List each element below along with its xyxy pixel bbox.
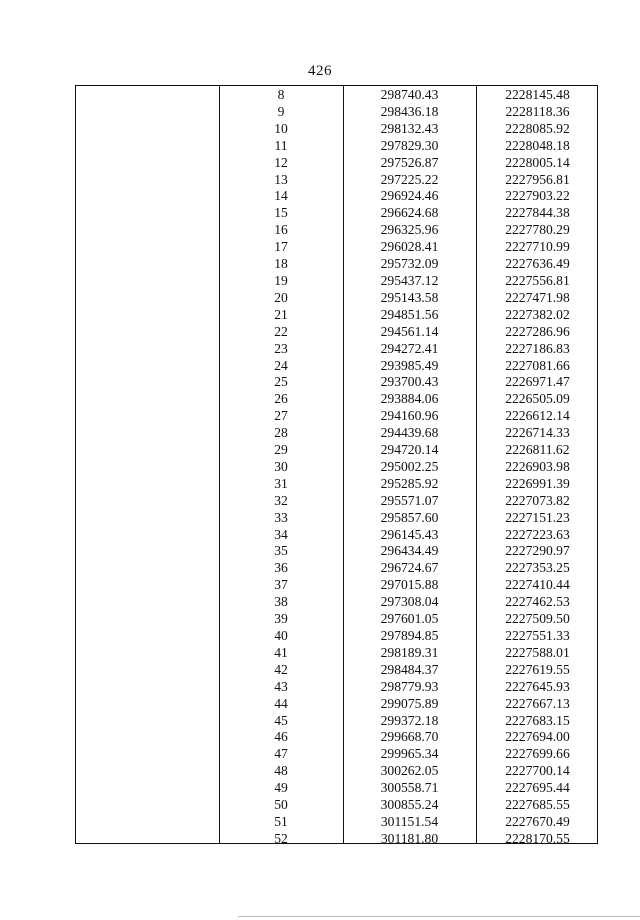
table-row: [76, 560, 597, 577]
table-row: [76, 290, 597, 307]
y-coordinate-cell: 2228085.92: [505, 120, 570, 136]
point-number-cell: 19: [274, 272, 288, 288]
table-row: [76, 239, 597, 256]
x-coordinate-cell: 296434.49: [380, 543, 439, 559]
point-number-cell: 15: [274, 205, 288, 221]
x-coordinate-cell: 294160.96: [380, 408, 439, 424]
y-coordinate-cell: 2227645.93: [505, 678, 570, 694]
point-number-cell: 25: [274, 374, 288, 390]
y-coordinate-cell: 2227903.22: [505, 188, 570, 204]
point-number-cell: 11: [274, 137, 288, 153]
y-coordinate-cell: 2226991.39: [505, 475, 570, 491]
table-row: [76, 87, 597, 104]
table-row: [76, 628, 597, 645]
y-coordinate-cell: 2226714.33: [505, 425, 570, 441]
x-coordinate-cell: 294439.68: [380, 425, 439, 441]
x-coordinate-cell: 299965.34: [380, 746, 439, 762]
point-number-cell: 35: [274, 543, 288, 559]
table-row: [76, 662, 597, 679]
x-coordinate-cell: 300262.05: [380, 763, 439, 779]
point-number-cell: 16: [274, 222, 288, 238]
table-row: [76, 172, 597, 189]
y-coordinate-cell: 2227186.83: [505, 340, 570, 356]
y-coordinate-cell: 2227710.99: [505, 239, 570, 255]
x-coordinate-cell: 297601.05: [380, 611, 439, 627]
y-coordinate-cell: 2228048.18: [505, 137, 570, 153]
y-coordinate-cell: 2227081.66: [505, 357, 570, 373]
point-number-cell: 24: [274, 357, 288, 373]
x-coordinate-cell: 295571.07: [380, 492, 439, 508]
table-row: [76, 763, 597, 780]
table-row: [76, 746, 597, 763]
y-coordinate-cell: 2228005.14: [505, 154, 570, 170]
table-row: [76, 425, 597, 442]
table-row: [76, 679, 597, 696]
y-coordinate-cell: 2227619.55: [505, 661, 570, 677]
point-number-cell: 33: [274, 509, 288, 525]
x-coordinate-cell: 297015.88: [380, 577, 439, 593]
y-coordinate-cell: 2227410.44: [505, 577, 570, 593]
table-body: [76, 87, 597, 848]
point-number-cell: 43: [274, 678, 288, 694]
point-number-cell: 52: [274, 830, 288, 846]
y-coordinate-cell: 2226505.09: [505, 391, 570, 407]
x-coordinate-cell: 295143.58: [380, 289, 439, 305]
y-coordinate-cell: 2227286.96: [505, 323, 570, 339]
y-coordinate-cell: 2227685.55: [505, 797, 570, 813]
table-row: [76, 104, 597, 121]
table-row: [76, 729, 597, 746]
table-row: [76, 391, 597, 408]
table-row: [76, 831, 597, 848]
point-number-cell: 49: [274, 780, 288, 796]
point-number-cell: 42: [274, 661, 288, 677]
x-coordinate-cell: 298484.37: [380, 661, 439, 677]
y-coordinate-cell: 2227073.82: [505, 492, 570, 508]
x-coordinate-cell: 293700.43: [380, 374, 439, 390]
y-coordinate-cell: 2227290.97: [505, 543, 570, 559]
point-number-cell: 27: [274, 408, 288, 424]
point-number-cell: 48: [274, 763, 288, 779]
x-coordinate-cell: 294272.41: [380, 340, 439, 356]
x-coordinate-cell: 299372.18: [380, 712, 439, 728]
y-coordinate-cell: 2227382.02: [505, 306, 570, 322]
x-coordinate-cell: 297225.22: [380, 171, 439, 187]
x-coordinate-cell: 297894.85: [380, 628, 439, 643]
x-coordinate-cell: 293884.06: [380, 391, 439, 407]
x-coordinate-cell: 296145.43: [380, 526, 439, 542]
x-coordinate-cell: 294720.14: [380, 442, 439, 458]
x-coordinate-cell: 300558.71: [380, 780, 439, 796]
y-coordinate-cell: 2227551.33: [505, 628, 570, 643]
point-number-cell: 28: [274, 425, 288, 441]
point-number-cell: 50: [274, 797, 288, 813]
table-row: [76, 256, 597, 273]
y-coordinate-cell: 2227700.14: [505, 763, 570, 779]
point-number-cell: 32: [274, 492, 288, 508]
table-row: [76, 273, 597, 290]
table-row: [76, 713, 597, 730]
point-number-cell: 17: [274, 239, 288, 255]
x-coordinate-cell: 294851.56: [380, 306, 439, 322]
x-coordinate-cell: 295285.92: [380, 475, 439, 491]
x-coordinate-cell: 301151.54: [380, 813, 439, 829]
point-number-cell: 14: [274, 188, 288, 204]
point-number-cell: 26: [274, 391, 288, 407]
point-number-cell: 31: [274, 475, 288, 491]
point-number-cell: 10: [274, 120, 288, 136]
point-number-cell: 20: [274, 289, 288, 305]
point-number-cell: 47: [274, 746, 288, 762]
table-row: [76, 358, 597, 375]
y-coordinate-cell: 2227667.13: [505, 695, 570, 711]
point-number-cell: 36: [274, 560, 288, 576]
y-coordinate-cell: 2227353.25: [505, 560, 570, 576]
x-coordinate-cell: 296624.68: [380, 205, 439, 221]
x-coordinate-cell: 296325.96: [380, 222, 439, 238]
x-coordinate-cell: 297829.30: [380, 137, 439, 153]
y-coordinate-cell: 2228145.48: [505, 87, 570, 102]
point-number-cell: 21: [274, 306, 288, 322]
point-number-cell: 23: [274, 340, 288, 356]
table-row: [76, 155, 597, 172]
y-coordinate-cell: 2227694.00: [505, 729, 570, 745]
x-coordinate-cell: 295732.09: [380, 256, 439, 272]
point-number-cell: 45: [274, 712, 288, 728]
x-coordinate-cell: 297526.87: [380, 154, 439, 170]
y-coordinate-cell: 2227636.49: [505, 256, 570, 272]
table-row: [76, 493, 597, 510]
point-number-cell: 37: [274, 577, 288, 593]
table-row: [76, 222, 597, 239]
table-row: [76, 341, 597, 358]
table-row: [76, 577, 597, 594]
x-coordinate-cell: 293985.49: [380, 357, 439, 373]
point-number-cell: 46: [274, 729, 288, 745]
point-number-cell: 51: [274, 813, 288, 829]
x-coordinate-cell: 294561.14: [380, 323, 439, 339]
table-row: [76, 527, 597, 544]
x-coordinate-cell: 300855.24: [380, 797, 439, 813]
y-coordinate-cell: 2227844.38: [505, 205, 570, 221]
table-row: [76, 138, 597, 155]
table-row: [76, 408, 597, 425]
y-coordinate-cell: 2227556.81: [505, 272, 570, 288]
point-number-cell: 22: [274, 323, 288, 339]
point-number-cell: 8: [277, 87, 285, 102]
y-coordinate-cell: 2226612.14: [505, 408, 570, 424]
y-coordinate-cell: 2227670.49: [505, 813, 570, 829]
y-coordinate-cell: 2227956.81: [505, 171, 570, 187]
table-row: [76, 374, 597, 391]
page-number: 426: [308, 63, 332, 79]
y-coordinate-cell: 2227471.98: [505, 289, 570, 305]
coordinate-table: [75, 85, 598, 844]
point-number-cell: 9: [277, 103, 285, 119]
table-row: [76, 780, 597, 797]
table-row: [76, 645, 597, 662]
point-number-cell: 18: [274, 256, 288, 272]
point-number-cell: 44: [274, 695, 288, 711]
x-coordinate-cell: 296028.41: [380, 239, 439, 255]
x-coordinate-cell: 298189.31: [380, 644, 439, 660]
y-coordinate-cell: 2227588.01: [505, 644, 570, 660]
y-coordinate-cell: 2227683.15: [505, 712, 570, 728]
x-coordinate-cell: 298132.43: [380, 120, 439, 136]
table-row: [76, 594, 597, 611]
x-coordinate-cell: 296924.46: [380, 188, 439, 204]
point-number-cell: 39: [274, 611, 288, 627]
table-row: [76, 543, 597, 560]
y-coordinate-cell: 2226811.62: [505, 442, 570, 458]
point-number-cell: 30: [274, 458, 288, 474]
table-row: [76, 324, 597, 341]
table-row: [76, 442, 597, 459]
x-coordinate-cell: 299075.89: [380, 695, 439, 711]
table-row: [76, 476, 597, 493]
y-coordinate-cell: 2227223.63: [505, 526, 570, 542]
x-coordinate-cell: 295437.12: [380, 272, 439, 288]
y-coordinate-cell: 2227509.50: [505, 611, 570, 627]
table-row: [76, 188, 597, 205]
table-row: [76, 510, 597, 527]
point-number-cell: 34: [274, 526, 288, 542]
y-coordinate-cell: 2227699.66: [505, 746, 570, 762]
y-coordinate-cell: 2227151.23: [505, 509, 570, 525]
page-bottom-rule: [238, 916, 640, 917]
y-coordinate-cell: 2226903.98: [505, 458, 570, 474]
table-row: [76, 459, 597, 476]
point-number-cell: 12: [274, 154, 288, 170]
table-row: [76, 797, 597, 814]
x-coordinate-cell: 295002.25: [380, 458, 439, 474]
x-coordinate-cell: 298779.93: [380, 678, 439, 694]
x-coordinate-cell: 296724.67: [380, 560, 439, 576]
y-coordinate-cell: 2227695.44: [505, 780, 570, 796]
y-coordinate-cell: 2227462.53: [505, 594, 570, 610]
y-coordinate-cell: 2227780.29: [505, 222, 570, 238]
table-row: [76, 696, 597, 713]
point-number-cell: 40: [274, 628, 288, 643]
table-row: [76, 611, 597, 628]
y-coordinate-cell: 2228118.36: [505, 103, 570, 119]
x-coordinate-cell: 298436.18: [380, 103, 439, 119]
point-number-cell: 13: [274, 171, 288, 187]
x-coordinate-cell: 299668.70: [380, 729, 439, 745]
point-number-cell: 38: [274, 594, 288, 610]
x-coordinate-cell: 301181.80: [380, 830, 439, 846]
point-number-cell: 29: [274, 442, 288, 458]
y-coordinate-cell: 2228170.55: [505, 830, 570, 846]
x-coordinate-cell: 298740.43: [380, 87, 439, 102]
table-row: [76, 205, 597, 222]
point-number-cell: 41: [274, 644, 288, 660]
table-row: [76, 814, 597, 831]
table-row: [76, 307, 597, 324]
y-coordinate-cell: 2226971.47: [505, 374, 570, 390]
x-coordinate-cell: 297308.04: [380, 594, 439, 610]
table-row: [76, 121, 597, 138]
x-coordinate-cell: 295857.60: [380, 509, 439, 525]
